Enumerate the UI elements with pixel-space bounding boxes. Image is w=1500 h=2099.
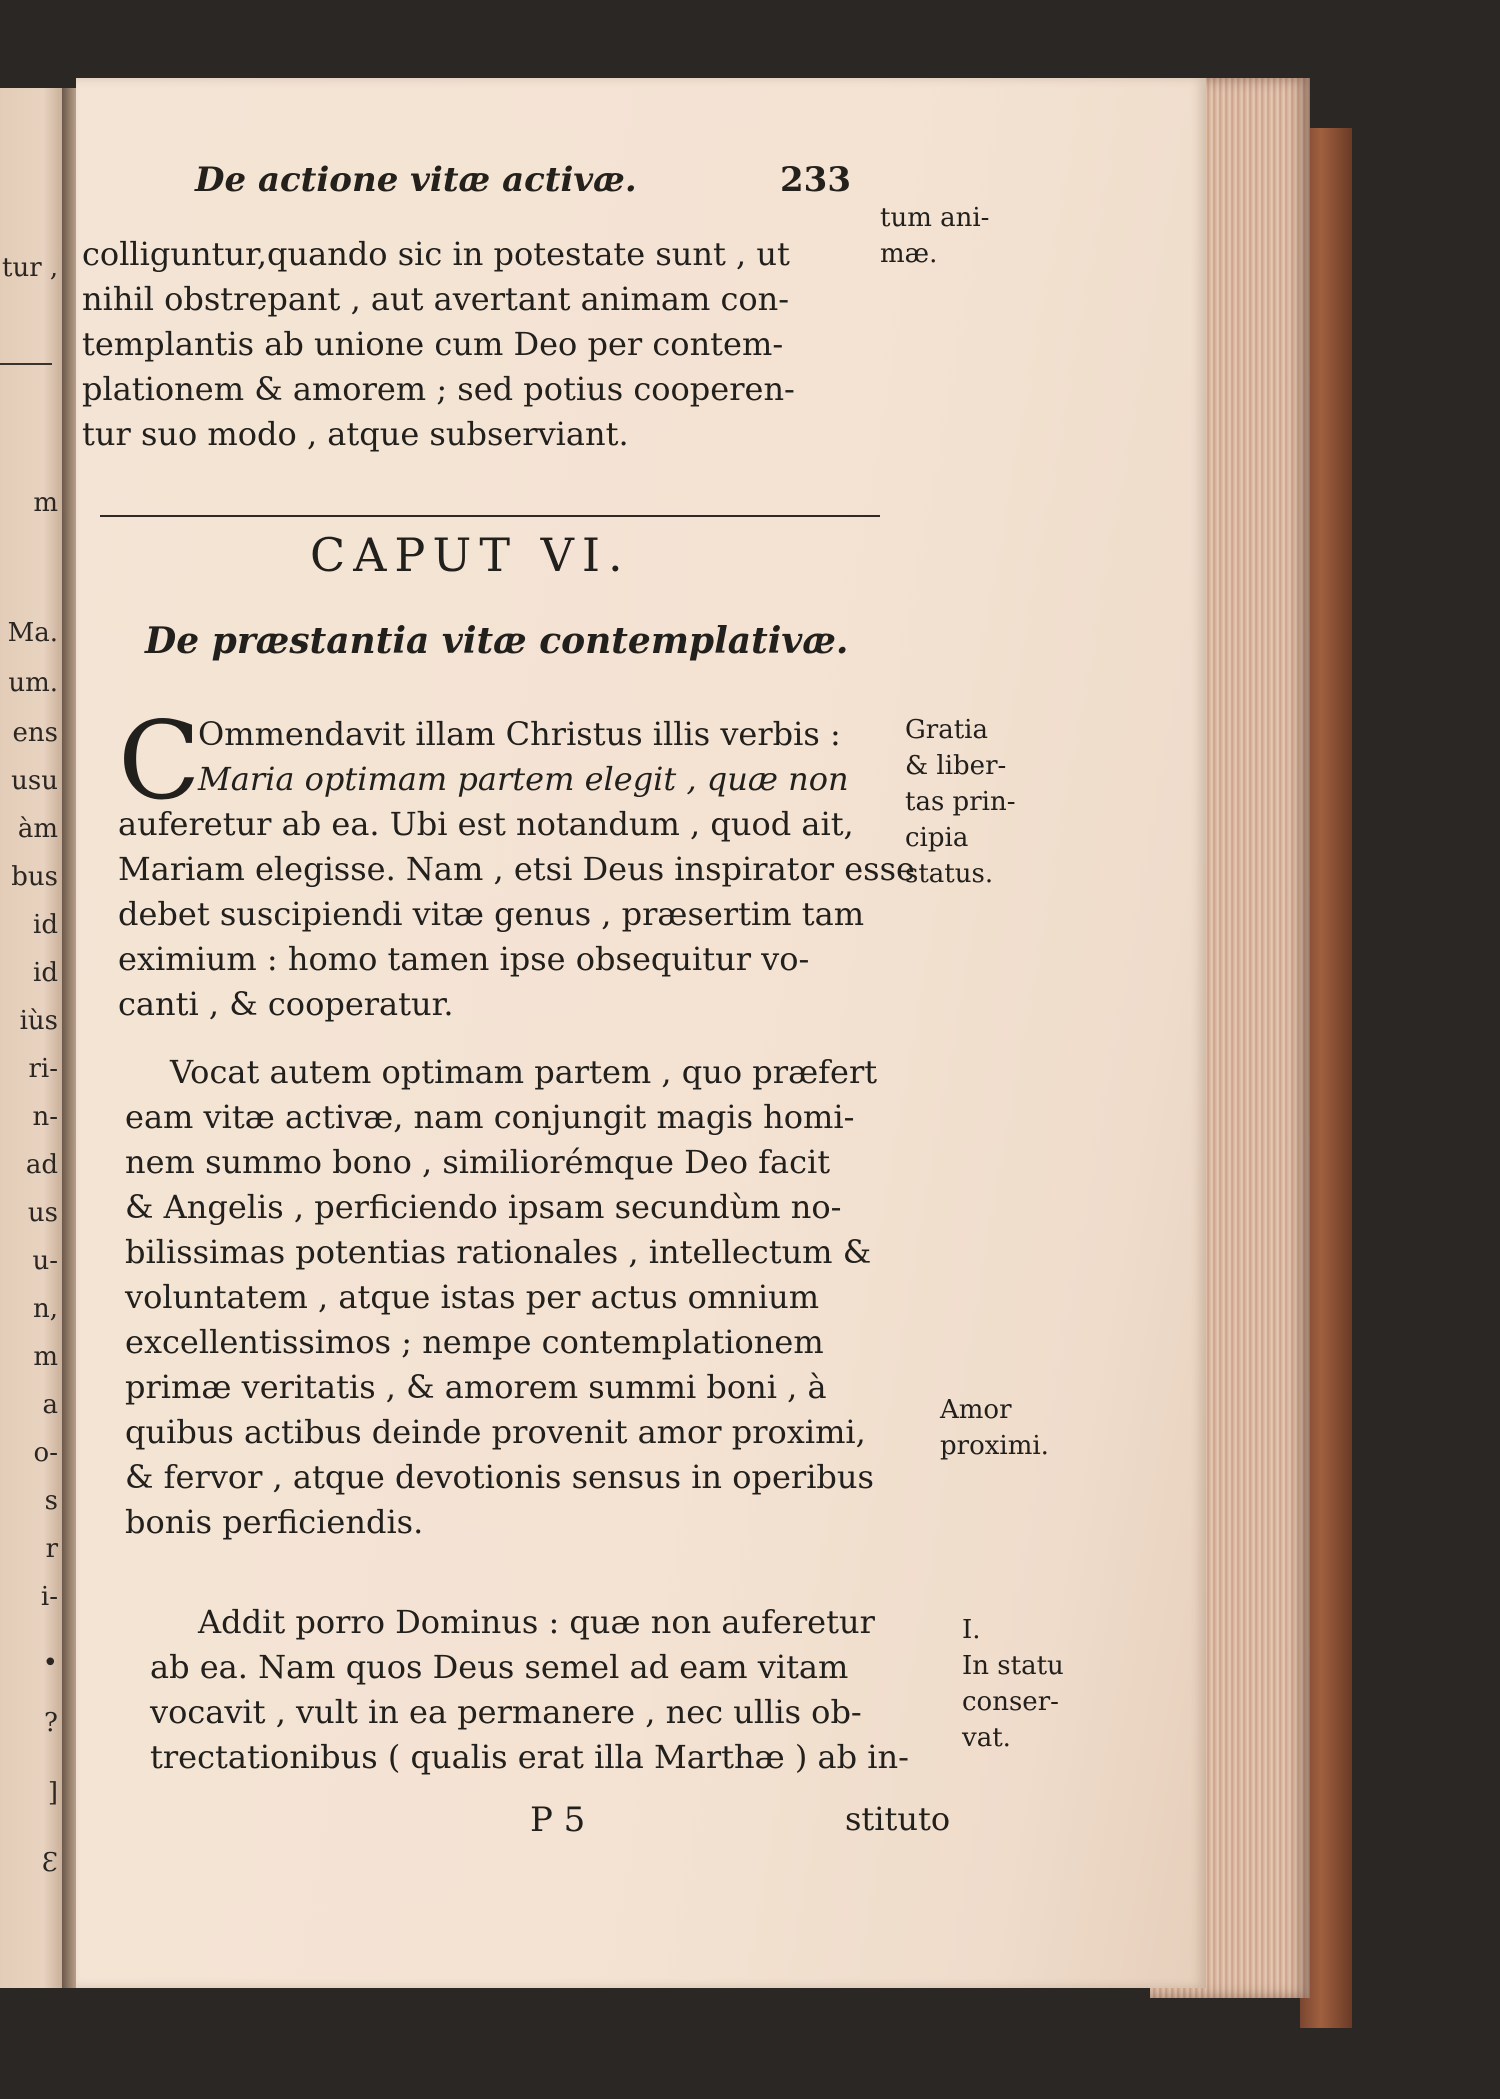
text-line: Maria optimam partem elegit , quæ non [198, 760, 849, 798]
facing-page-text: ens [12, 718, 58, 748]
text-line: primæ veritatis , & amorem summi boni , à [125, 1368, 827, 1406]
facing-page-text: m [33, 1342, 58, 1372]
facing-page-text: i- [40, 1582, 58, 1612]
margin-note-line: tas prin- [905, 787, 1016, 817]
facing-page-text: id [33, 958, 58, 988]
margin-note-line: Gratia [905, 715, 988, 745]
text-line: & fervor , atque devotionis sensus in operibus [125, 1458, 874, 1496]
facing-page-text: s [44, 1486, 58, 1516]
facing-page-text: a [42, 1390, 58, 1420]
facing-page-rule [0, 363, 52, 365]
text-line: bilissimas potentias rationales , intellectum & [125, 1233, 872, 1271]
text-line: quibus actibus deinde provenit amor proximi, [125, 1413, 866, 1451]
text-line: vocavit , vult in ea permanere , nec ullis ob- [150, 1693, 862, 1731]
margin-note-line: vat. [962, 1723, 1011, 1753]
text-line: & Angelis , perficiendo ipsam secundùm no- [125, 1188, 842, 1226]
text-line: Ommendavit illam Christus illis verbis : [198, 715, 841, 753]
margin-note-line: I. [962, 1615, 981, 1645]
page-number: 233 [780, 160, 851, 200]
text-line: Vocat autem optimam partem , quo præfert [170, 1053, 878, 1091]
catchword: stituto [845, 1800, 951, 1838]
chapter-title: CAPUT VI. [310, 528, 631, 582]
paragraph-2 [125, 1050, 877, 1545]
text-line: trectationibus ( qualis erat illa Marthæ ) ab in- [150, 1738, 909, 1776]
paragraph-3 [150, 1600, 909, 1780]
facing-page-text: àm [17, 814, 58, 844]
facing-page-fragment [0, 88, 65, 1988]
margin-note-line: Amor [940, 1395, 1012, 1425]
facing-page-text: o- [33, 1438, 58, 1468]
running-head: De actione vitæ activæ. [195, 160, 637, 200]
book-gutter [62, 88, 76, 1988]
section-rule [100, 515, 880, 517]
text-line: eam vitæ activæ, nam conjungit magis homi- [125, 1098, 855, 1136]
facing-page-text: Ɛ [41, 1848, 58, 1878]
margin-note-line: In statu [962, 1651, 1064, 1681]
margin-note [962, 1612, 1064, 1756]
chapter-subtitle: De præstantia vitæ contemplativæ. [145, 620, 849, 662]
text-line: templantis ab unione cum Deo per contem- [82, 325, 784, 363]
facing-page-text: ri- [28, 1054, 58, 1084]
text-line: eximium : homo tamen ipse obsequitur vo- [118, 940, 810, 978]
text-line: Mariam elegisse. Nam , etsi Deus inspirator esse [118, 850, 915, 888]
facing-page-text: id [33, 910, 58, 940]
paragraph-1-start [198, 712, 849, 802]
facing-page-text: n, [32, 1294, 58, 1324]
facing-page-text: usu [11, 766, 58, 796]
text-line: ab ea. Nam quos Deus semel ad eam vitam [150, 1648, 849, 1686]
text-line: colliguntur,quando sic in potestate sunt , ut [82, 235, 790, 273]
paragraph-1 [118, 802, 915, 1027]
facing-page-text: um. [8, 668, 58, 698]
text-line: bonis perficiendis. [125, 1503, 424, 1541]
facing-page-text: n- [32, 1102, 58, 1132]
margin-note-line: proximi. [940, 1431, 1049, 1461]
facing-page-text: ad [25, 1150, 58, 1180]
text-line: plationem & amorem ; sed potius cooperen- [82, 370, 795, 408]
text-line: tur suo modo , atque subserviant. [82, 415, 629, 453]
margin-note [880, 200, 989, 272]
margin-note-line: tum ani- [880, 203, 990, 233]
text-line: Addit porro Dominus : quæ non auferetur [198, 1603, 875, 1641]
facing-page-text: us [27, 1198, 58, 1228]
facing-page-text: u- [32, 1246, 58, 1276]
facing-page-text: ] [47, 1778, 58, 1808]
margin-note [940, 1392, 1049, 1464]
facing-page-text: ? [44, 1708, 58, 1738]
text-line: excellentissimos ; nempe contemplationem [125, 1323, 824, 1361]
margin-note [905, 712, 1015, 892]
margin-note-line: & liber- [905, 751, 1007, 781]
signature-mark: P 5 [530, 1800, 586, 1840]
margin-note-line: conser- [962, 1687, 1059, 1717]
text-line: canti , & cooperatur. [118, 985, 454, 1023]
text-line: auferetur ab ea. Ubi est notandum , quod ait, [118, 805, 854, 843]
margin-note-line: status. [905, 859, 994, 889]
text-line: voluntatem , atque istas per actus omnium [125, 1278, 820, 1316]
facing-page-text: Ma. [7, 618, 58, 648]
facing-page-text: bus [11, 862, 58, 892]
facing-page-text: m [33, 488, 58, 518]
text-line: debet suscipiendi vitæ genus , præsertim tam [118, 895, 865, 933]
margin-note-line: mæ. [880, 239, 938, 269]
top-paragraph [82, 232, 795, 457]
facing-page-text: r [45, 1534, 58, 1564]
margin-note-line: cipia [905, 823, 969, 853]
text-line: nihil obstrepant , aut avertant animam con- [82, 280, 790, 318]
facing-page-text: • [42, 1648, 58, 1678]
drop-cap: C [118, 699, 201, 824]
text-line: nem summo bono , similiorémque Deo facit [125, 1143, 831, 1181]
facing-page-text: tur , [2, 253, 59, 283]
facing-page-text: iùs [19, 1006, 58, 1036]
